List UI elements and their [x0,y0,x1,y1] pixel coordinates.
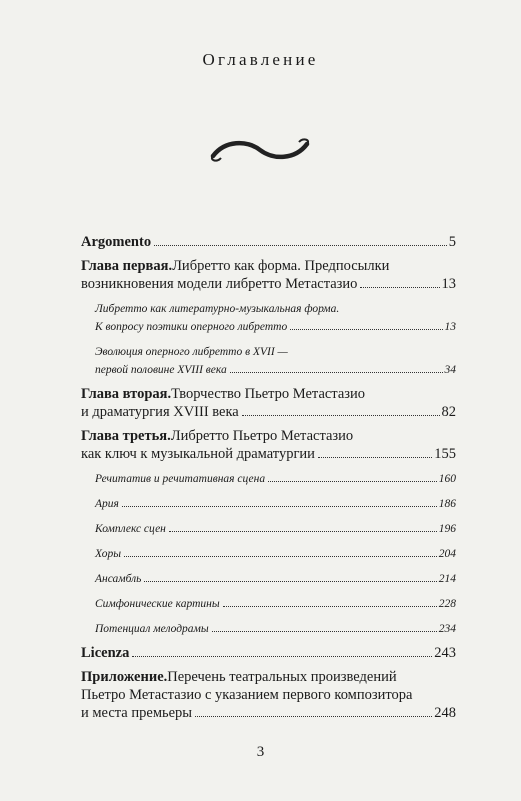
toc-line-final [81,275,456,293]
toc-chapter-label: Приложение. [81,669,168,685]
dot-leader [154,245,447,246]
toc-subentry [81,300,456,336]
dot-leader [223,606,437,607]
toc-text: как ключ к музыкальной драматургии [81,446,315,462]
toc-line [95,343,456,361]
toc-chapter-label: Argomento [81,234,152,250]
toc-page-number: 234 [438,623,456,635]
toc-text: К вопросу поэтики оперного либретто [95,321,288,333]
toc-text: Либретто Пьетро Метастазио [170,428,354,444]
toc-entry [81,668,456,722]
toc-subentry [81,545,456,563]
dot-leader [124,556,437,557]
toc-line-final [81,704,456,722]
toc-line-final [95,520,456,538]
toc-line [95,300,456,318]
toc-text: Речитатив и речитативная сцена [95,473,266,485]
toc-line-final [95,470,456,488]
toc-entry [81,385,456,421]
toc-line-final [95,318,456,336]
toc-page-number: 243 [434,645,456,661]
toc-page-number: 204 [438,548,456,560]
dot-leader [195,716,432,717]
dot-leader [169,531,437,532]
toc-subentry [81,620,456,638]
dot-leader [360,287,439,288]
toc-page-number: 155 [434,446,456,462]
toc-entry [81,257,456,293]
dot-leader [122,506,437,507]
dot-leader [212,631,437,632]
toc-text: Либретто как литературно-музыкальная форма. [95,303,340,315]
toc-line [81,385,456,403]
toc-page-number: 5 [448,234,456,250]
dot-leader [290,329,442,330]
toc-line-final [81,644,456,662]
toc-text: Пьетро Метастазио с указанием первого композитора [81,687,413,703]
dot-leader [242,415,440,416]
toc-entry [81,644,456,662]
page-title: Оглавление [202,50,319,69]
dot-leader [132,656,432,657]
toc-text: Эволюция оперного либретто в XVII — [95,346,288,358]
toc-line-final [95,595,456,613]
table-of-contents [81,233,456,722]
toc-line-final [95,620,456,638]
toc-page-number: 34 [444,364,456,376]
dot-leader [318,457,432,458]
toc-text: Потенциал мелодрамы [95,623,209,635]
toc-subentry [81,343,456,379]
toc-page-number: 248 [434,705,456,721]
toc-page-number: 160 [438,473,456,485]
toc-line [81,668,456,686]
toc-page-number: 13 [441,276,456,292]
toc-text: и места премьеры [81,705,193,721]
toc-subentry [81,495,456,513]
toc-text: возникновения модели либретто Метастазио [81,276,358,292]
toc-line-final [95,361,456,379]
toc-entry [81,233,456,251]
toc-subentry [81,595,456,613]
toc-subentry [81,570,456,588]
toc-page-number: 13 [444,321,456,333]
toc-line [81,686,456,704]
toc-subentry [81,520,456,538]
toc-line-final [95,570,456,588]
toc-line [81,257,456,275]
toc-page-number: 82 [441,404,456,420]
toc-line [81,427,456,445]
page-number: 3 [256,744,265,760]
toc-line-final [95,545,456,563]
toc-text: и драматургия XVIII века [81,404,239,420]
toc-text: Творчество Пьетро Метастазио [171,386,365,402]
toc-chapter-label: Licenza [81,645,130,661]
toc-line-final [95,495,456,513]
dot-leader [144,581,436,582]
toc-text: первой половине XVIII века [95,364,227,376]
toc-text: Ария [95,498,119,510]
toc-page-number: 228 [438,598,456,610]
toc-text: Перечень театральных произведений [167,669,397,685]
toc-line-final [81,445,456,463]
toc-text: Либретто как форма. Предпосылки [172,258,390,274]
toc-chapter-label: Глава первая. [81,258,173,274]
dot-leader [230,372,443,373]
toc-page-number: 214 [438,573,456,585]
toc-line-final [81,403,456,421]
toc-page-number: 186 [438,498,456,510]
toc-text: Хоры [95,548,122,560]
toc-page-number: 196 [438,523,456,535]
toc-text: Ансамбль [95,573,142,585]
ornament-flourish-icon [205,136,315,164]
toc-chapter-label: Глава третья. [81,428,171,444]
toc-text: Симфонические картины [95,598,220,610]
toc-entry [81,427,456,463]
dot-leader [268,481,437,482]
toc-line-final [81,233,456,251]
toc-chapter-label: Глава вторая. [81,386,172,402]
toc-subentry [81,470,456,488]
toc-text: Комплекс сцен [95,523,166,535]
